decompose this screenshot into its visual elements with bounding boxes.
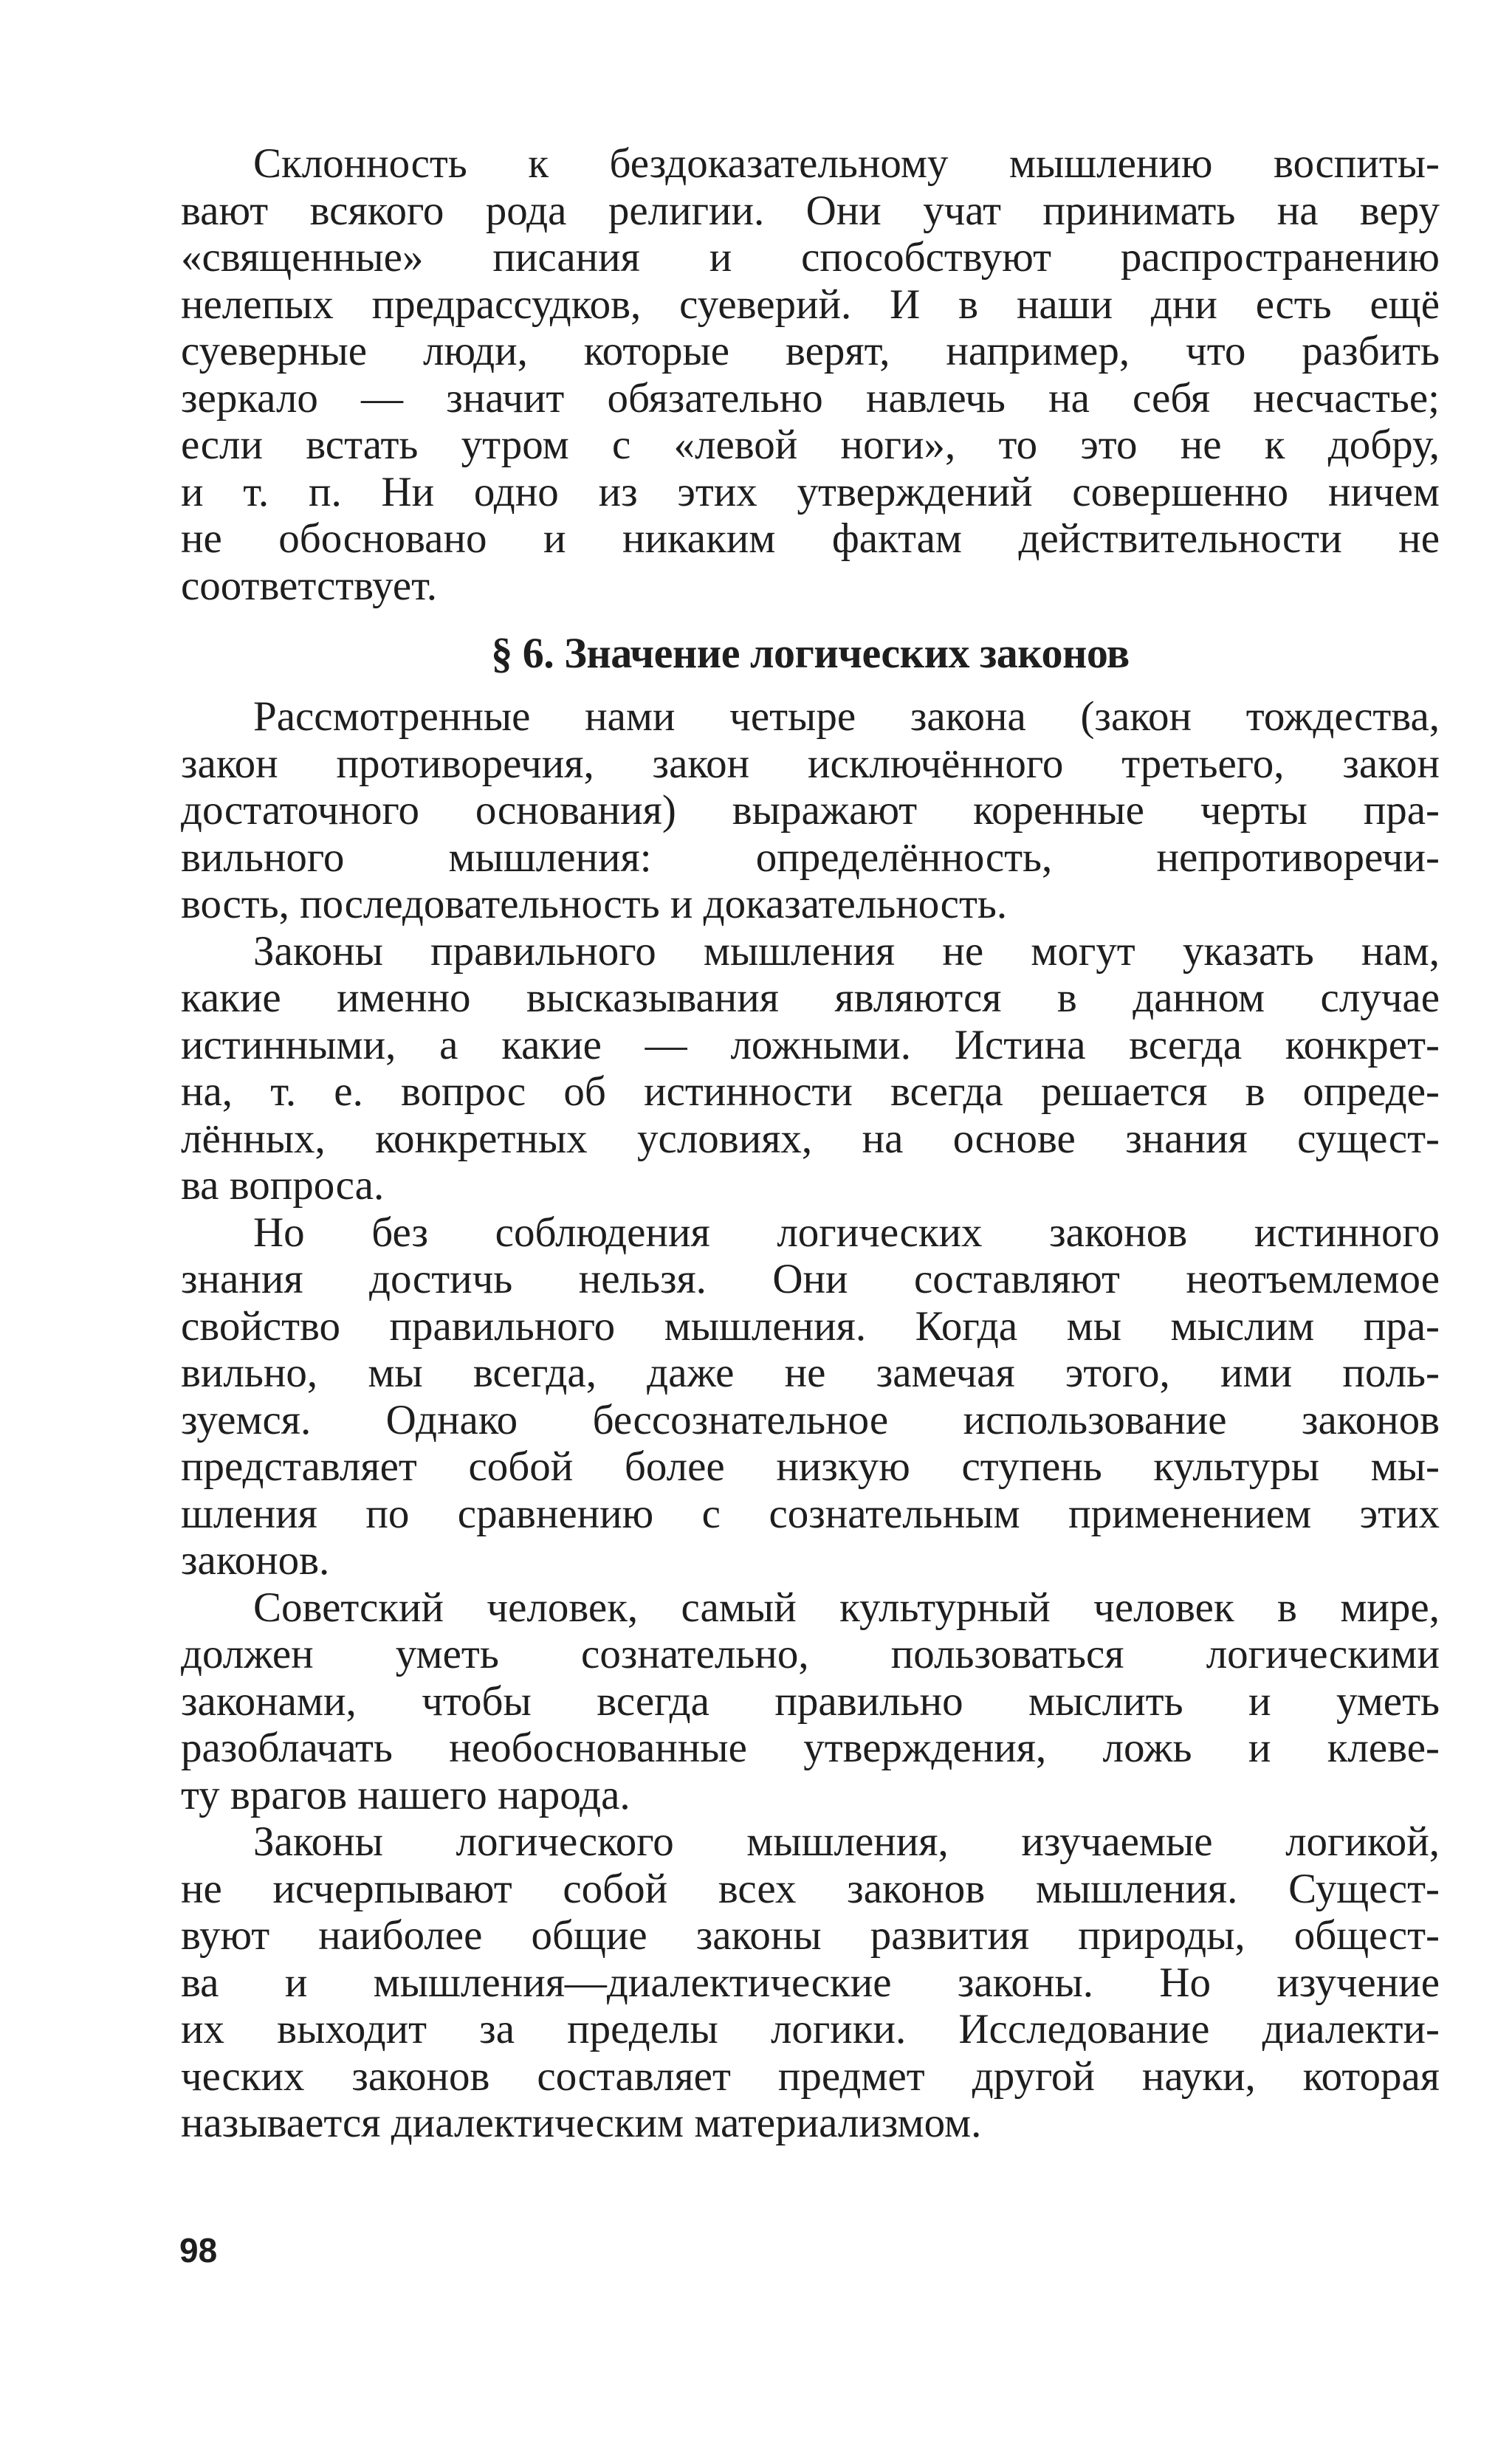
text-line: «священные» писания и способствуют распространению: [181, 234, 1440, 281]
text-line: законами, чтобы всегда правильно мыслить и уметь: [181, 1677, 1440, 1725]
text-line: вильно, мы всегда, даже не замечая этого, ими поль-: [181, 1350, 1440, 1396]
text-line: зуемся. Однако бессознательное использование законов: [181, 1396, 1440, 1443]
text-line: их выходит за пределы логики. Исследование диалекти-: [181, 2006, 1440, 2052]
text-line: ва и мышления—диалектические законы. Но изучение: [181, 1959, 1440, 2006]
text-line: нелепых предрассудков, суеверий. И в наши дни есть ещё: [181, 281, 1440, 328]
text-line: истинными, а какие — ложными. Истина всегда конкрет-: [181, 1021, 1440, 1068]
text-line: шления по сравнению с сознательным применением этих: [181, 1490, 1440, 1537]
text-line: свойство правильного мышления. Когда мы мыслим пра-: [181, 1302, 1440, 1350]
paragraph-soviet-person: [181, 1584, 1440, 1819]
text-line: не обосновано и никаким фактам действительности не: [181, 515, 1440, 562]
text-line: ва вопроса.: [181, 1162, 385, 1209]
text-line: вают всякого рода религии. Они учат принимать на веру: [181, 187, 1440, 234]
text-line: разоблачать необоснованные утверждения, ложь и клеве-: [181, 1725, 1440, 1771]
text-line: знания достичь нельзя. Они составляют неотъемлемое: [181, 1256, 1440, 1302]
text-line: достаточного основания) выражают коренные черты пра-: [181, 787, 1440, 834]
text-line: какие именно высказывания являются в данном случае: [181, 975, 1440, 1021]
text-line: представляет собой более низкую ступень культуры мы-: [181, 1443, 1440, 1490]
text-line: называется диалектическим материализмом.: [181, 2100, 982, 2146]
text-line: не исчерпывают собой всех законов мышления. Сущест-: [181, 1865, 1440, 1912]
text-line: закон противоречия, закон исключённого третьего, закон: [181, 740, 1440, 787]
text-line: если встать утром с «левой ноги», то это не к добру,: [181, 422, 1440, 468]
text-line: должен уметь сознательно, пользоваться логическими: [181, 1631, 1440, 1677]
paragraph-superstition: [181, 140, 1440, 609]
page-number: 98: [179, 2231, 218, 2270]
text-line: лённых, конкретных условиях, на основе знания сущест-: [181, 1115, 1440, 1162]
text-line: суеверные люди, которые верят, например, что разбить: [181, 328, 1440, 374]
paragraph-four-laws: [181, 693, 1440, 928]
text-line: законов.: [181, 1537, 330, 1584]
text-block: [181, 140, 1440, 2147]
text-line: Склонность к бездоказательному мышлению воспиты-: [253, 140, 1440, 187]
text-line: Советский человек, самый культурный человек в мире,: [253, 1584, 1440, 1631]
text-line: и т. п. Ни одно из этих утверждений совершенно ничем: [181, 468, 1440, 515]
paragraph-truth: [181, 928, 1440, 1209]
text-line: Рассмотренные нами четыре закона (закон тождества,: [253, 693, 1440, 740]
text-line: ческих законов составляет предмет другой науки, которая: [181, 2052, 1440, 2100]
text-line: ту врагов нашего народа.: [181, 1771, 630, 1818]
section-heading: § 6. Значение логических законов: [491, 629, 1130, 677]
text-line: вильного мышления: определённость, непротиворечи-: [181, 834, 1440, 881]
paragraph-observance: [181, 1209, 1440, 1584]
text-line: Законы логического мышления, изучаемые логикой,: [253, 1818, 1440, 1865]
text-line: Но без соблюдения логических законов истинного: [253, 1209, 1440, 1256]
text-line: на, т. е. вопрос об истинности всегда решается в опреде-: [181, 1068, 1440, 1115]
text-line: соответствует.: [181, 562, 438, 609]
text-line: вость, последовательность и доказательность.: [181, 881, 1008, 927]
text-line: Законы правильного мышления не могут указать нам,: [253, 927, 1440, 975]
text-line: вуют наиболее общие законы развития природы, общест-: [181, 1912, 1440, 1959]
paragraph-dialectics: [181, 1818, 1440, 2147]
text-line: зеркало — значит обязательно навлечь на себя несчастье;: [181, 374, 1440, 422]
